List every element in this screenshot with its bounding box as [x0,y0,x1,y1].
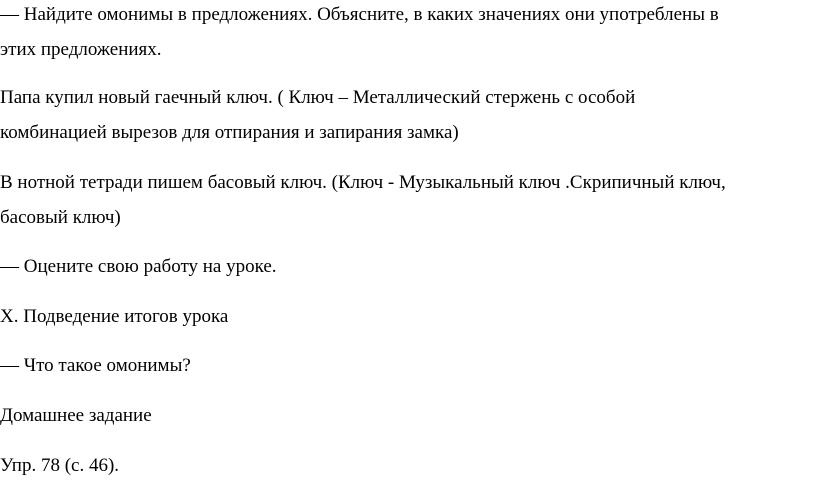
self-assessment-line: — Оцените свою работу на уроке. [0,256,277,277]
homework-heading: Домашнее задание [0,405,152,426]
homework-exercise: Упр. 78 (с. 46). [0,455,120,476]
example-1-line-1: Папа купил новый гаечный ключ. ( Ключ – Металлический стержень с особой [0,87,636,108]
task-instruction-line-2: этих предложениях. [0,39,162,60]
example-2-line-1: В нотной тетради пишем басовый ключ. (Ключ - Музыкальный ключ .Скрипичный ключ, [0,172,726,193]
example-2-line-2: басовый ключ) [0,207,121,228]
question-line: — Что такое омонимы? [0,355,191,376]
lesson-summary-heading: X. Подведение итогов урока [0,306,229,327]
example-1-line-2: комбинацией вырезов для отпирания и запирания замка) [0,122,459,143]
task-instruction-line-1: — Найдите омонимы в предложениях. Объясните, в каких значениях они употреблены в [0,4,719,25]
